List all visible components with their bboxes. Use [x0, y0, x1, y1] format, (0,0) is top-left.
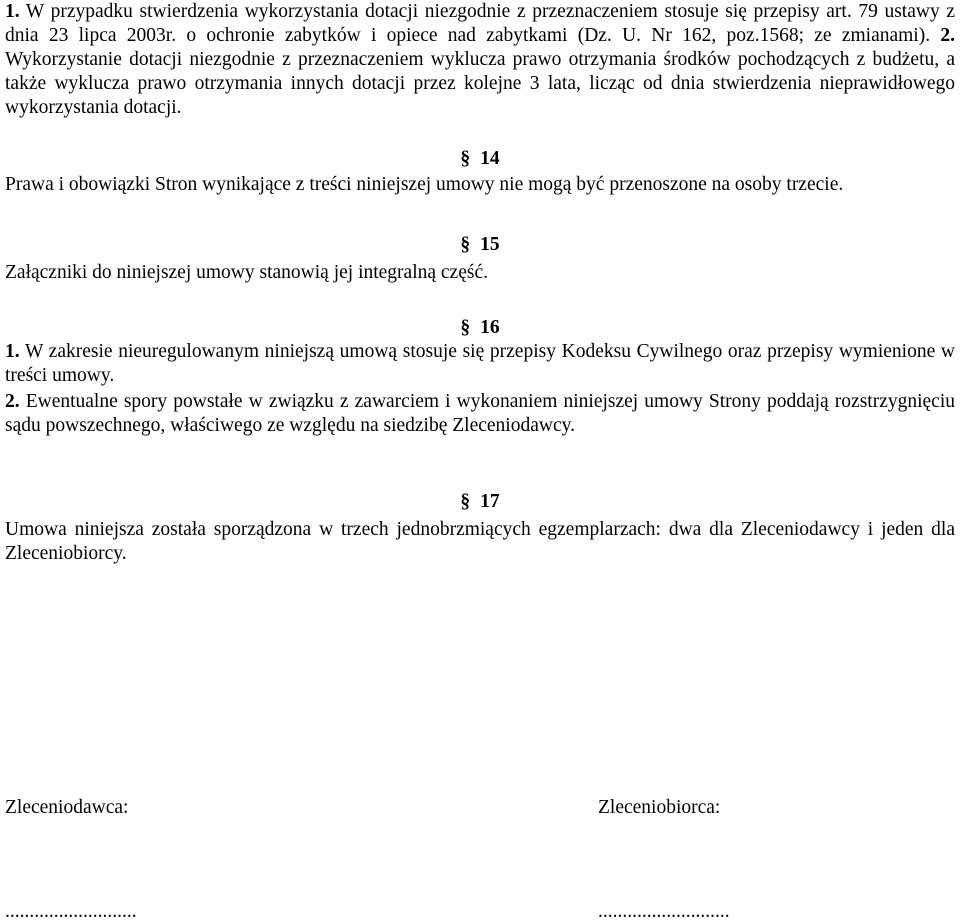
item-number: 1. [5, 1, 20, 22]
section-mark: § [460, 491, 471, 512]
section-number: 17 [480, 491, 500, 512]
section-17-text: Umowa niniejsza została sporządzona w trzech jednobrzmiących egzemplarzach: dwa dla Zleceniodawcy i jeden dla Zleceniobiorcy. [5, 519, 955, 564]
signature-label-contractor: Zleceniobiorca: [598, 797, 721, 818]
item-text: Wykorzystanie dotacji niezgodnie z przeznaczeniem wyklucza prawo otrzymania środków pochodzących z budżetu, a także wyklucza prawo otrzymania innych dotacji przez kolejne 3 lata, licząc od dnia stwierdzenia nieprawidłowego wykorzystania dotacji. [5, 49, 955, 118]
signature-lines [5, 900, 955, 924]
section-16-item-2 [5, 390, 955, 438]
signature-labels [5, 796, 955, 826]
document-page [5, 0, 955, 566]
section-number: 14 [480, 148, 500, 169]
section-mark: § [460, 148, 471, 169]
section-mark: § [460, 234, 471, 255]
section-heading-15 [5, 233, 955, 257]
section-heading-17 [5, 490, 955, 514]
section-15-text: Załączniki do niniejszej umowy stanowią jej integralną część. [5, 262, 488, 283]
signature-line-principal: ........................... [5, 901, 137, 922]
paragraph-dotation-misuse [5, 0, 955, 120]
item-number: 2. [5, 391, 20, 412]
item-number: 2. [940, 25, 955, 46]
item-text: W zakresie nieuregulowanym niniejszą umową stosuje się przepisy Kodeksu Cywilnego oraz przepisy wymienione w treści umowy. [5, 341, 955, 386]
section-14-text: Prawa i obowiązki Stron wynikające z treści niniejszej umowy nie mogą być przenoszone na osoby trzecie. [5, 174, 844, 195]
signature-line-contractor: ........................... [598, 901, 730, 922]
item-text: W przypadku stwierdzenia wykorzystania dotacji niezgodnie z przeznaczeniem stosuje się przepisy art. 79 ustawy z dnia 23 lipca 2003r. o ochronie zabytków i opiece nad zabytkami (Dz. U. Nr 162, poz.1568; ze zmianami). [5, 1, 955, 46]
section-16-item-1 [5, 340, 955, 388]
section-heading-14 [5, 147, 955, 171]
section-number: 16 [480, 317, 500, 338]
section-number: 15 [480, 234, 500, 255]
item-text: Ewentualne spory powstałe w związku z zawarciem i wykonaniem niniejszej umowy Strony poddają rozstrzygnięciu sądu powszechnego, właściwego ze względu na siedzibę Zleceniodawcy. [5, 391, 955, 436]
item-number: 1. [5, 341, 20, 362]
section-mark: § [460, 317, 471, 338]
signature-label-principal: Zleceniodawca: [5, 797, 129, 818]
section-heading-16 [5, 316, 955, 340]
